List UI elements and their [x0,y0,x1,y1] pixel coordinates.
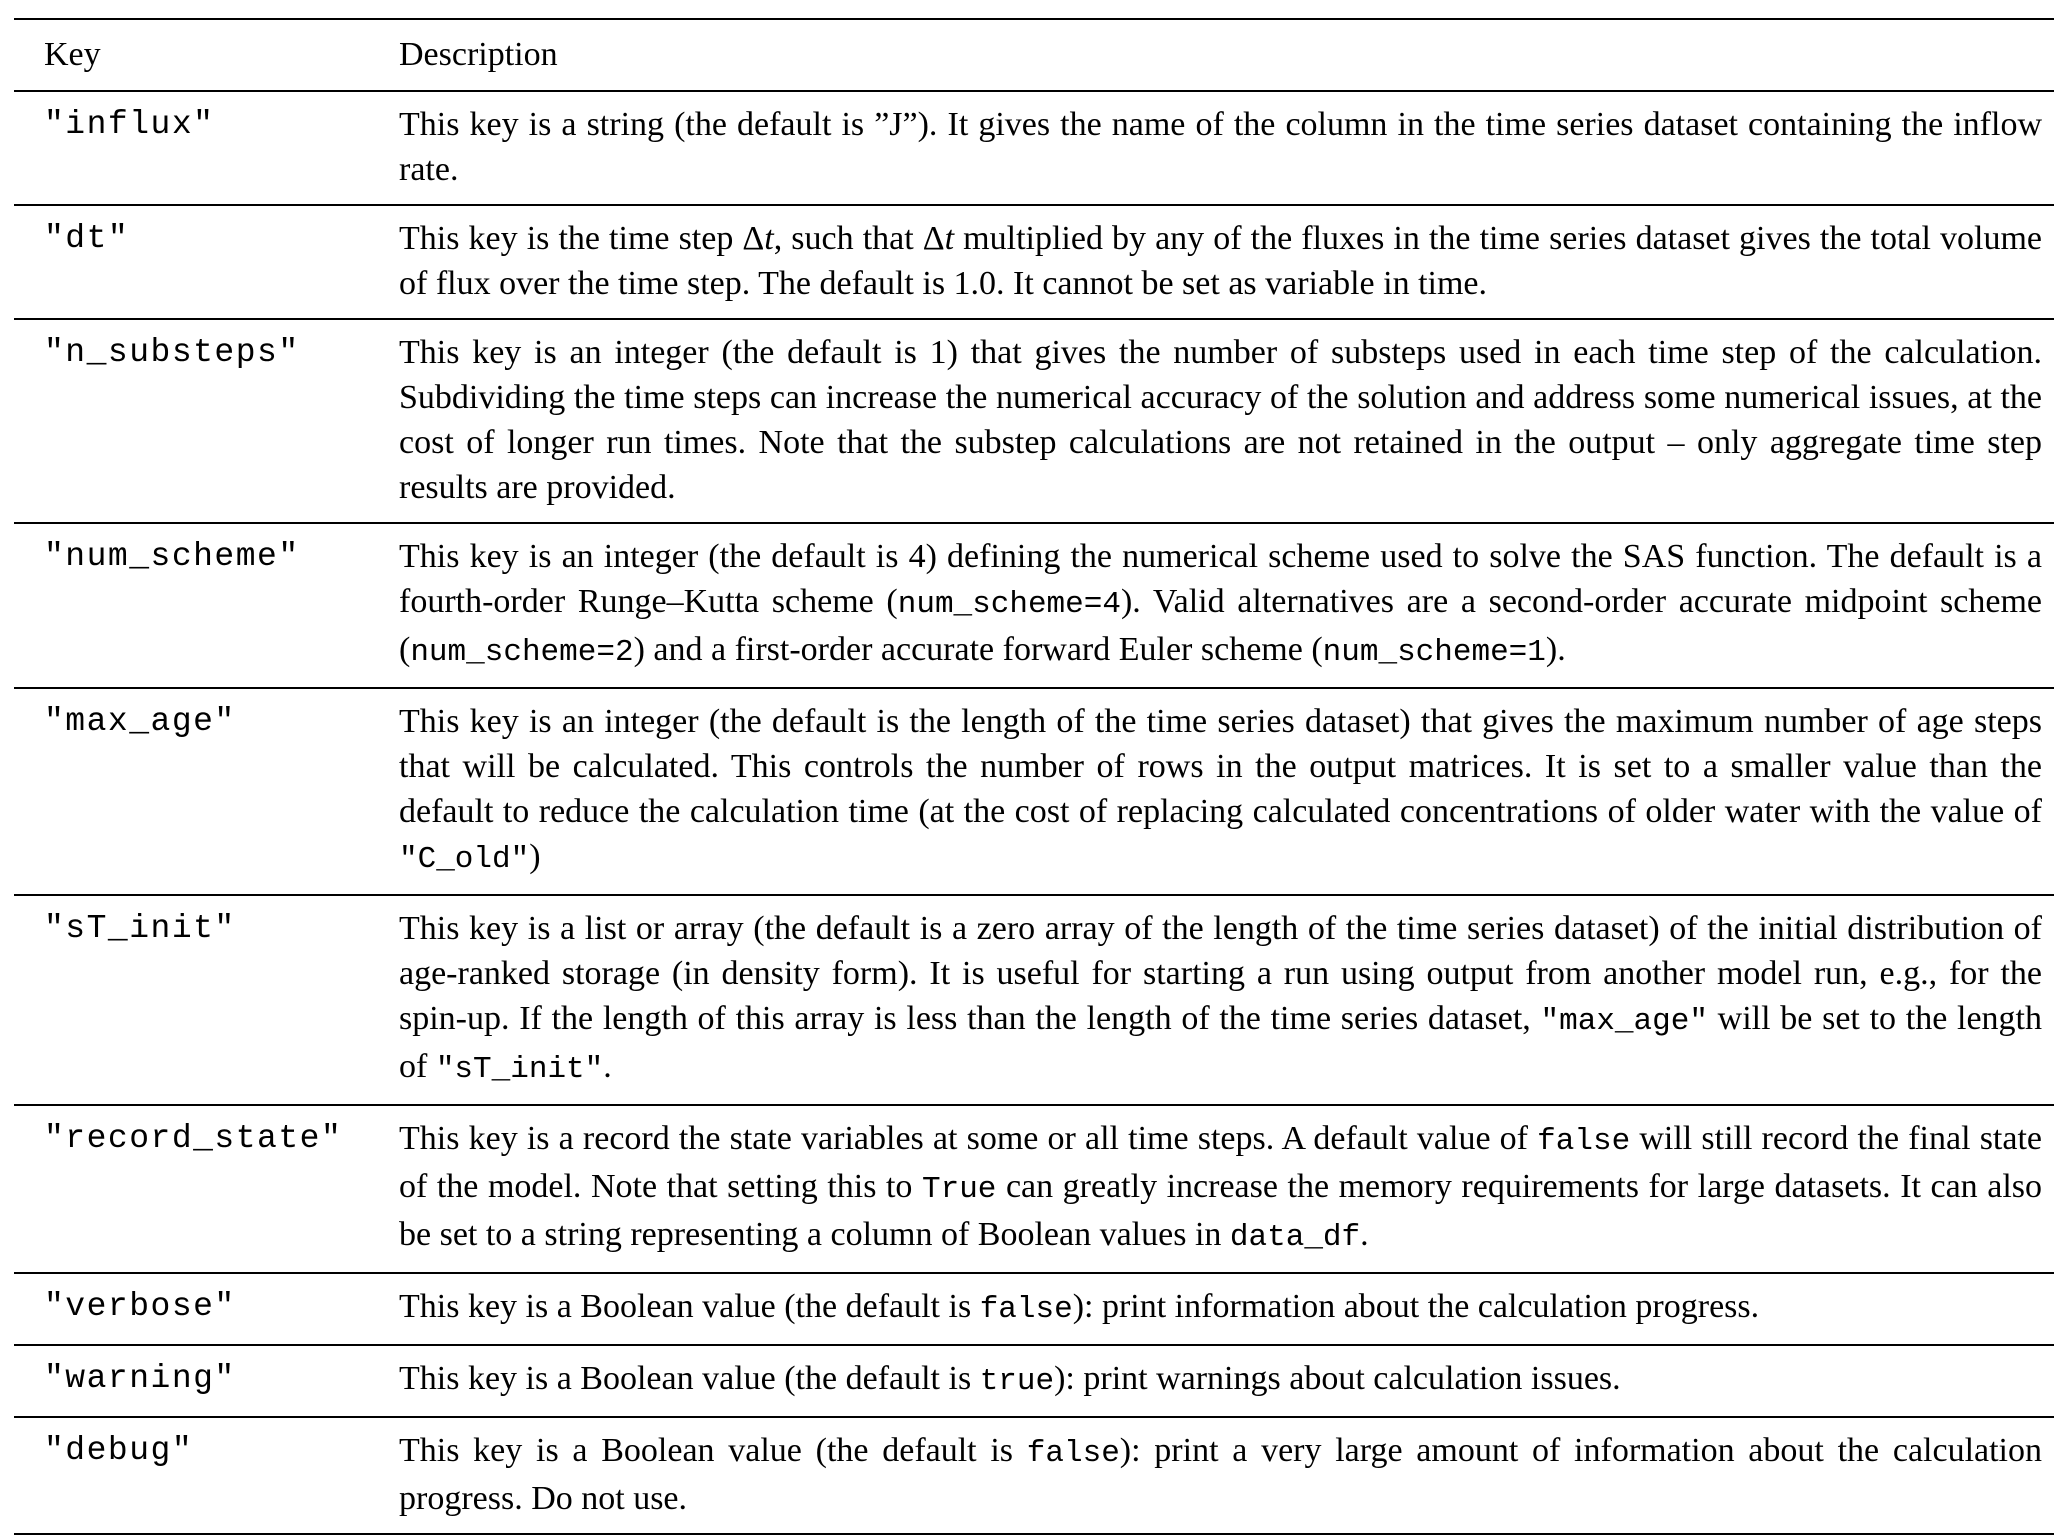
inline-code: false [979,1292,1073,1327]
math-symbol: t [764,220,774,257]
description-text: will be set to the length of [399,1000,2042,1085]
description-text: This key is an integer (the default is 4) defining the numerical scheme used to solve the SAS function. The default is a fourth-order Runge–Kutta scheme ( [399,538,2042,620]
math-symbol: t [944,220,955,257]
description-text: ). [1545,631,1566,668]
parameter-table [14,18,2054,1535]
description-cell [399,1417,2054,1534]
description-text: will still record the final state of the model. Note that setting this to [399,1120,2042,1205]
table-row [14,1273,2054,1345]
key-cell: "sT_init" [44,910,236,947]
description-cell [399,1105,2054,1273]
inline-code: num_scheme=2 [410,635,634,670]
description-column-header: Description [399,36,558,73]
description-text: , such that Δ [773,220,945,257]
description-cell [399,205,2054,319]
key-cell: "num_scheme" [44,538,300,575]
key-cell: "max_age" [44,703,236,740]
description-text: This key is the time step Δ [399,220,765,257]
description-text: This key is a record the state variables at some or all time steps. A default value of [399,1120,1538,1157]
description-text: ): print a very large amount of information about the calculation progress. Do not use. [399,1432,2042,1517]
description-text: ). Valid alternatives are a second-order accurate midpoint scheme ( [399,583,2043,668]
description-text: This key is an integer (the default is 1) that gives the number of substeps used in each time step of the calculation. Subdividing the time steps can increase the numerical accuracy of the solution and address some numerical issues, at the cost of longer run times. Note that the substep calculations are not retained in the output – only aggregate time step results are provided. [399,334,2042,506]
description-cell [399,91,2054,205]
parameter-table-container [14,18,2054,1535]
key-cell: "verbose" [44,1288,236,1325]
description-text: This key is a Boolean value (the default is [399,1432,1027,1469]
description-cell [399,523,2054,688]
table-body [14,91,2054,1534]
inline-code: "max_age" [1540,1004,1708,1039]
table-row [14,91,2054,205]
header-row [14,19,2054,91]
table-row [14,1417,2054,1534]
description-text: . [1360,1216,1369,1253]
description-text: This key is an integer (the default is the length of the time series dataset) that gives the maximum number of age steps that will be calculated. This controls the number of rows in the output matrices. It is set to a smaller value than the default to reduce the calculation time (at the cost of replacing calculated concentrations of older water with the value of [399,703,2042,830]
key-cell: "record_state" [44,1120,343,1157]
key-cell: "n_substeps" [44,334,300,371]
description-cell [399,1273,2054,1345]
description-text: This key is a Boolean value (the default is [399,1288,980,1325]
key-cell: "influx" [44,106,215,143]
table-row [14,895,2054,1105]
key-cell: "dt" [44,220,130,257]
inline-code: true [979,1364,1055,1399]
inline-code: false [1537,1124,1631,1159]
inline-code: "sT_init" [435,1052,604,1087]
table-row [14,1345,2054,1417]
description-text: can greatly increase the memory requirements for large datasets. It can also be set to a string representing a column of Boolean values in [399,1168,2042,1253]
key-cell: "debug" [44,1432,194,1469]
key-cell: "warning" [44,1360,236,1397]
inline-code: True [921,1172,997,1207]
table-row [14,688,2054,895]
description-text: ) and a first-order accurate forward Euler scheme ( [633,631,1323,668]
description-cell [399,895,2054,1105]
description-cell [399,1345,2054,1417]
description-cell [399,319,2054,523]
description-cell [399,688,2054,895]
description-text: ) [529,838,541,875]
description-text: This key is a list or array (the default is a zero array of the length of the time series dataset) of the initial distribution of age-ranked storage (in density form). It is useful for starting a run using output from another model run, e.g., for the spin-up. If the length of this array is less than the length of the time series dataset, [399,910,2042,1037]
inline-code: "C_old" [399,842,530,877]
description-text: multiplied by any of the fluxes in the time series dataset gives the total volume of flux over the time step. The default is 1.0. It cannot be set as variable in time. [399,220,2042,302]
description-text: ): print warnings about calculation issues. [1054,1360,1621,1397]
inline-code: false [1026,1436,1120,1471]
table-row [14,523,2054,688]
description-text: This key is a string (the default is ”J”). It gives the name of the column in the time series dataset containing the inflow rate. [399,106,2042,188]
table-header [14,19,2054,91]
inline-code: num_scheme=4 [897,587,1121,622]
table-row [14,1105,2054,1273]
description-text: This key is a Boolean value (the default is [399,1360,980,1397]
table-row [14,205,2054,319]
table-row [14,319,2054,523]
description-text: . [603,1048,612,1085]
key-column-header: Key [44,36,101,73]
inline-code: data_df [1229,1220,1361,1255]
inline-code: num_scheme=1 [1322,635,1546,670]
description-text: ): print information about the calculation progress. [1072,1288,1760,1325]
